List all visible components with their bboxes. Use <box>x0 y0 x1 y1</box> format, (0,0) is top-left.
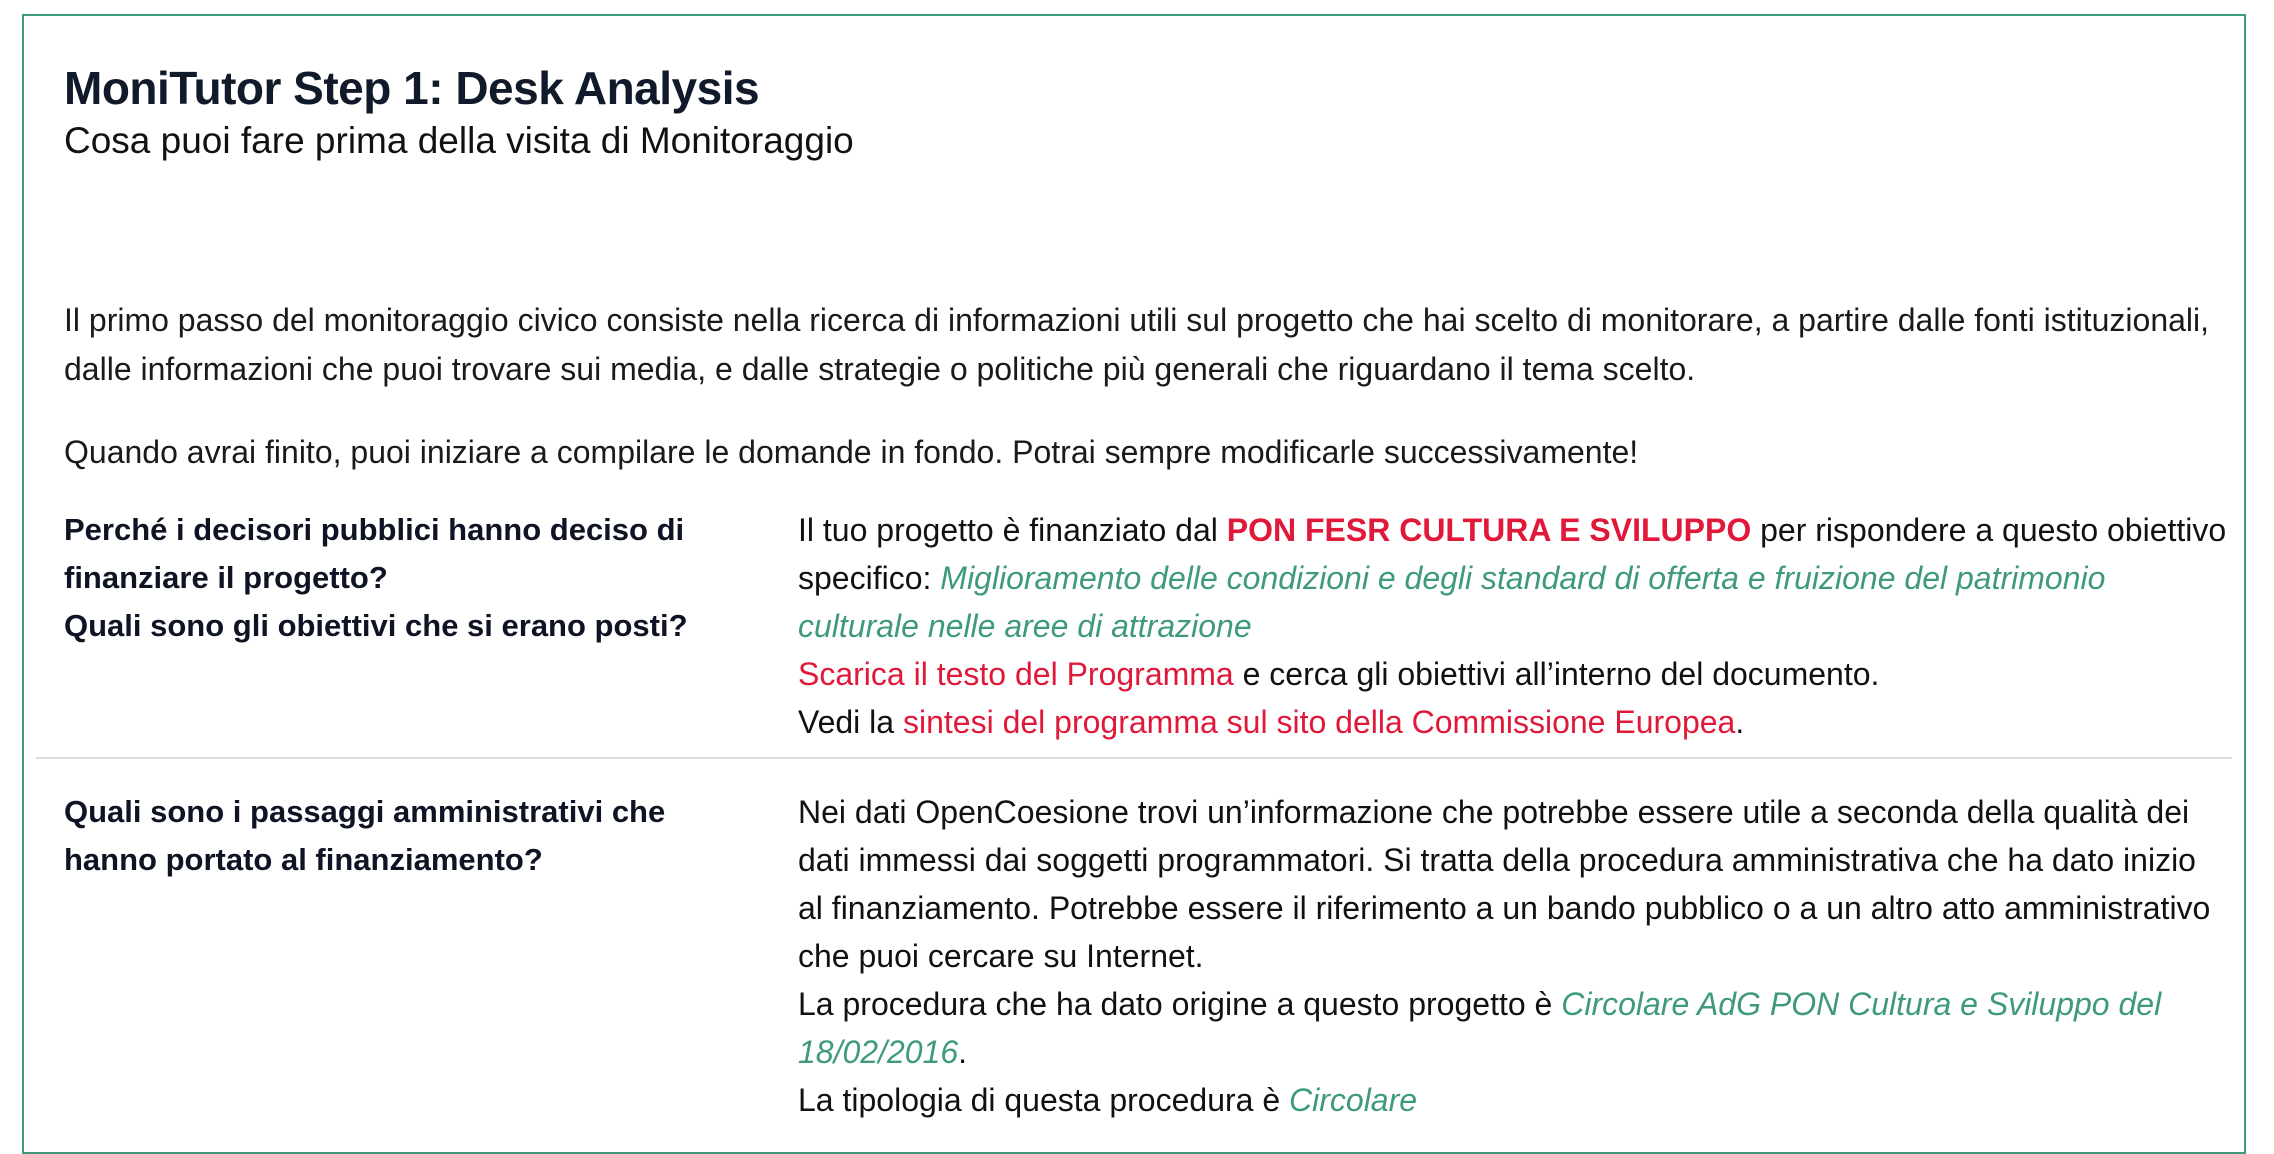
procedure-line <box>798 980 2228 1076</box>
question-block <box>64 788 744 884</box>
page-title: MoniTutor Step 1: Desk Analysis <box>64 62 760 114</box>
question-text: Quali sono gli obiettivi che si erano posti? <box>64 608 688 643</box>
summary-line <box>798 698 2228 746</box>
procedure-type-value: Circolare <box>1289 1082 1418 1118</box>
program-summary-link[interactable]: sintesi del programma sul sito della Commissione Europea <box>902 704 1736 740</box>
page-frame <box>22 14 2246 1154</box>
download-program-link[interactable]: Scarica il testo del Programma <box>798 656 1234 692</box>
question-text: Perché i decisori pubblici hanno deciso di finanziare il progetto? <box>64 512 685 595</box>
page-subtitle: Cosa puoi fare prima della visita di Monitoraggio <box>64 120 854 161</box>
answer-text: . <box>1735 704 1745 740</box>
program-name: PON FESR CULTURA E SVILUPPO <box>1226 512 1752 548</box>
answer-text: La procedura che ha dato origine a questo progetto è <box>798 986 1562 1022</box>
answer-text: Il tuo progetto è finanziato dal <box>798 512 1227 548</box>
answer-paragraph: Nei dati OpenCoesione trovi un’informazione che potrebbe essere utile a seconda della qualità dei dati immessi dai soggetti programmatori. Si tratta della procedura amministrativa che ha dato inizio al finanziamento. Potrebbe essere il riferimento a un bando pubblico o a un altro atto amministrativo che puoi cercare su Internet. <box>798 794 2211 974</box>
procedure-type-line <box>798 1076 2228 1124</box>
intro-paragraph: Il primo passo del monitoraggio civico consiste nella ricerca di informazioni utili sul progetto che hai scelto di monitorare, a partire dalle fonti istituzionali, dalle informazioni che puoi trovare sui media, e dalle strategie o politiche più generali che riguardano il tema scelto. <box>64 302 2210 387</box>
row-divider <box>36 757 2232 759</box>
intro-section <box>64 296 2234 477</box>
answer-text: per rispondere a questo obiettivo specifico: <box>798 512 2227 596</box>
answer-text: . <box>958 1034 968 1070</box>
answer-block <box>798 788 2228 1124</box>
specific-objective: Miglioramento delle condizioni e degli standard di offerta e fruizione del patrimonio culturale nelle aree di attrazione <box>798 560 2106 644</box>
answer-text: Vedi la <box>798 704 903 740</box>
procedure-value: Circolare AdG PON Cultura e Sviluppo del 18/02/2016 <box>798 986 2162 1070</box>
question-block <box>64 506 744 650</box>
intro-paragraph-cta: Quando avrai finito, puoi iniziare a compilare le domande in fondo. Potrai sempre modificarle successivamente! <box>64 434 1639 470</box>
answer-text: e cerca gli obiettivi all’interno del documento. <box>1233 656 1880 692</box>
answer-block <box>798 506 2228 746</box>
question-text: Quali sono i passaggi amministrativi che hanno portato al finanziamento? <box>64 794 666 877</box>
answer-text: La tipologia di questa procedura è <box>798 1082 1290 1118</box>
download-line <box>798 650 2228 698</box>
page-header <box>64 60 854 166</box>
